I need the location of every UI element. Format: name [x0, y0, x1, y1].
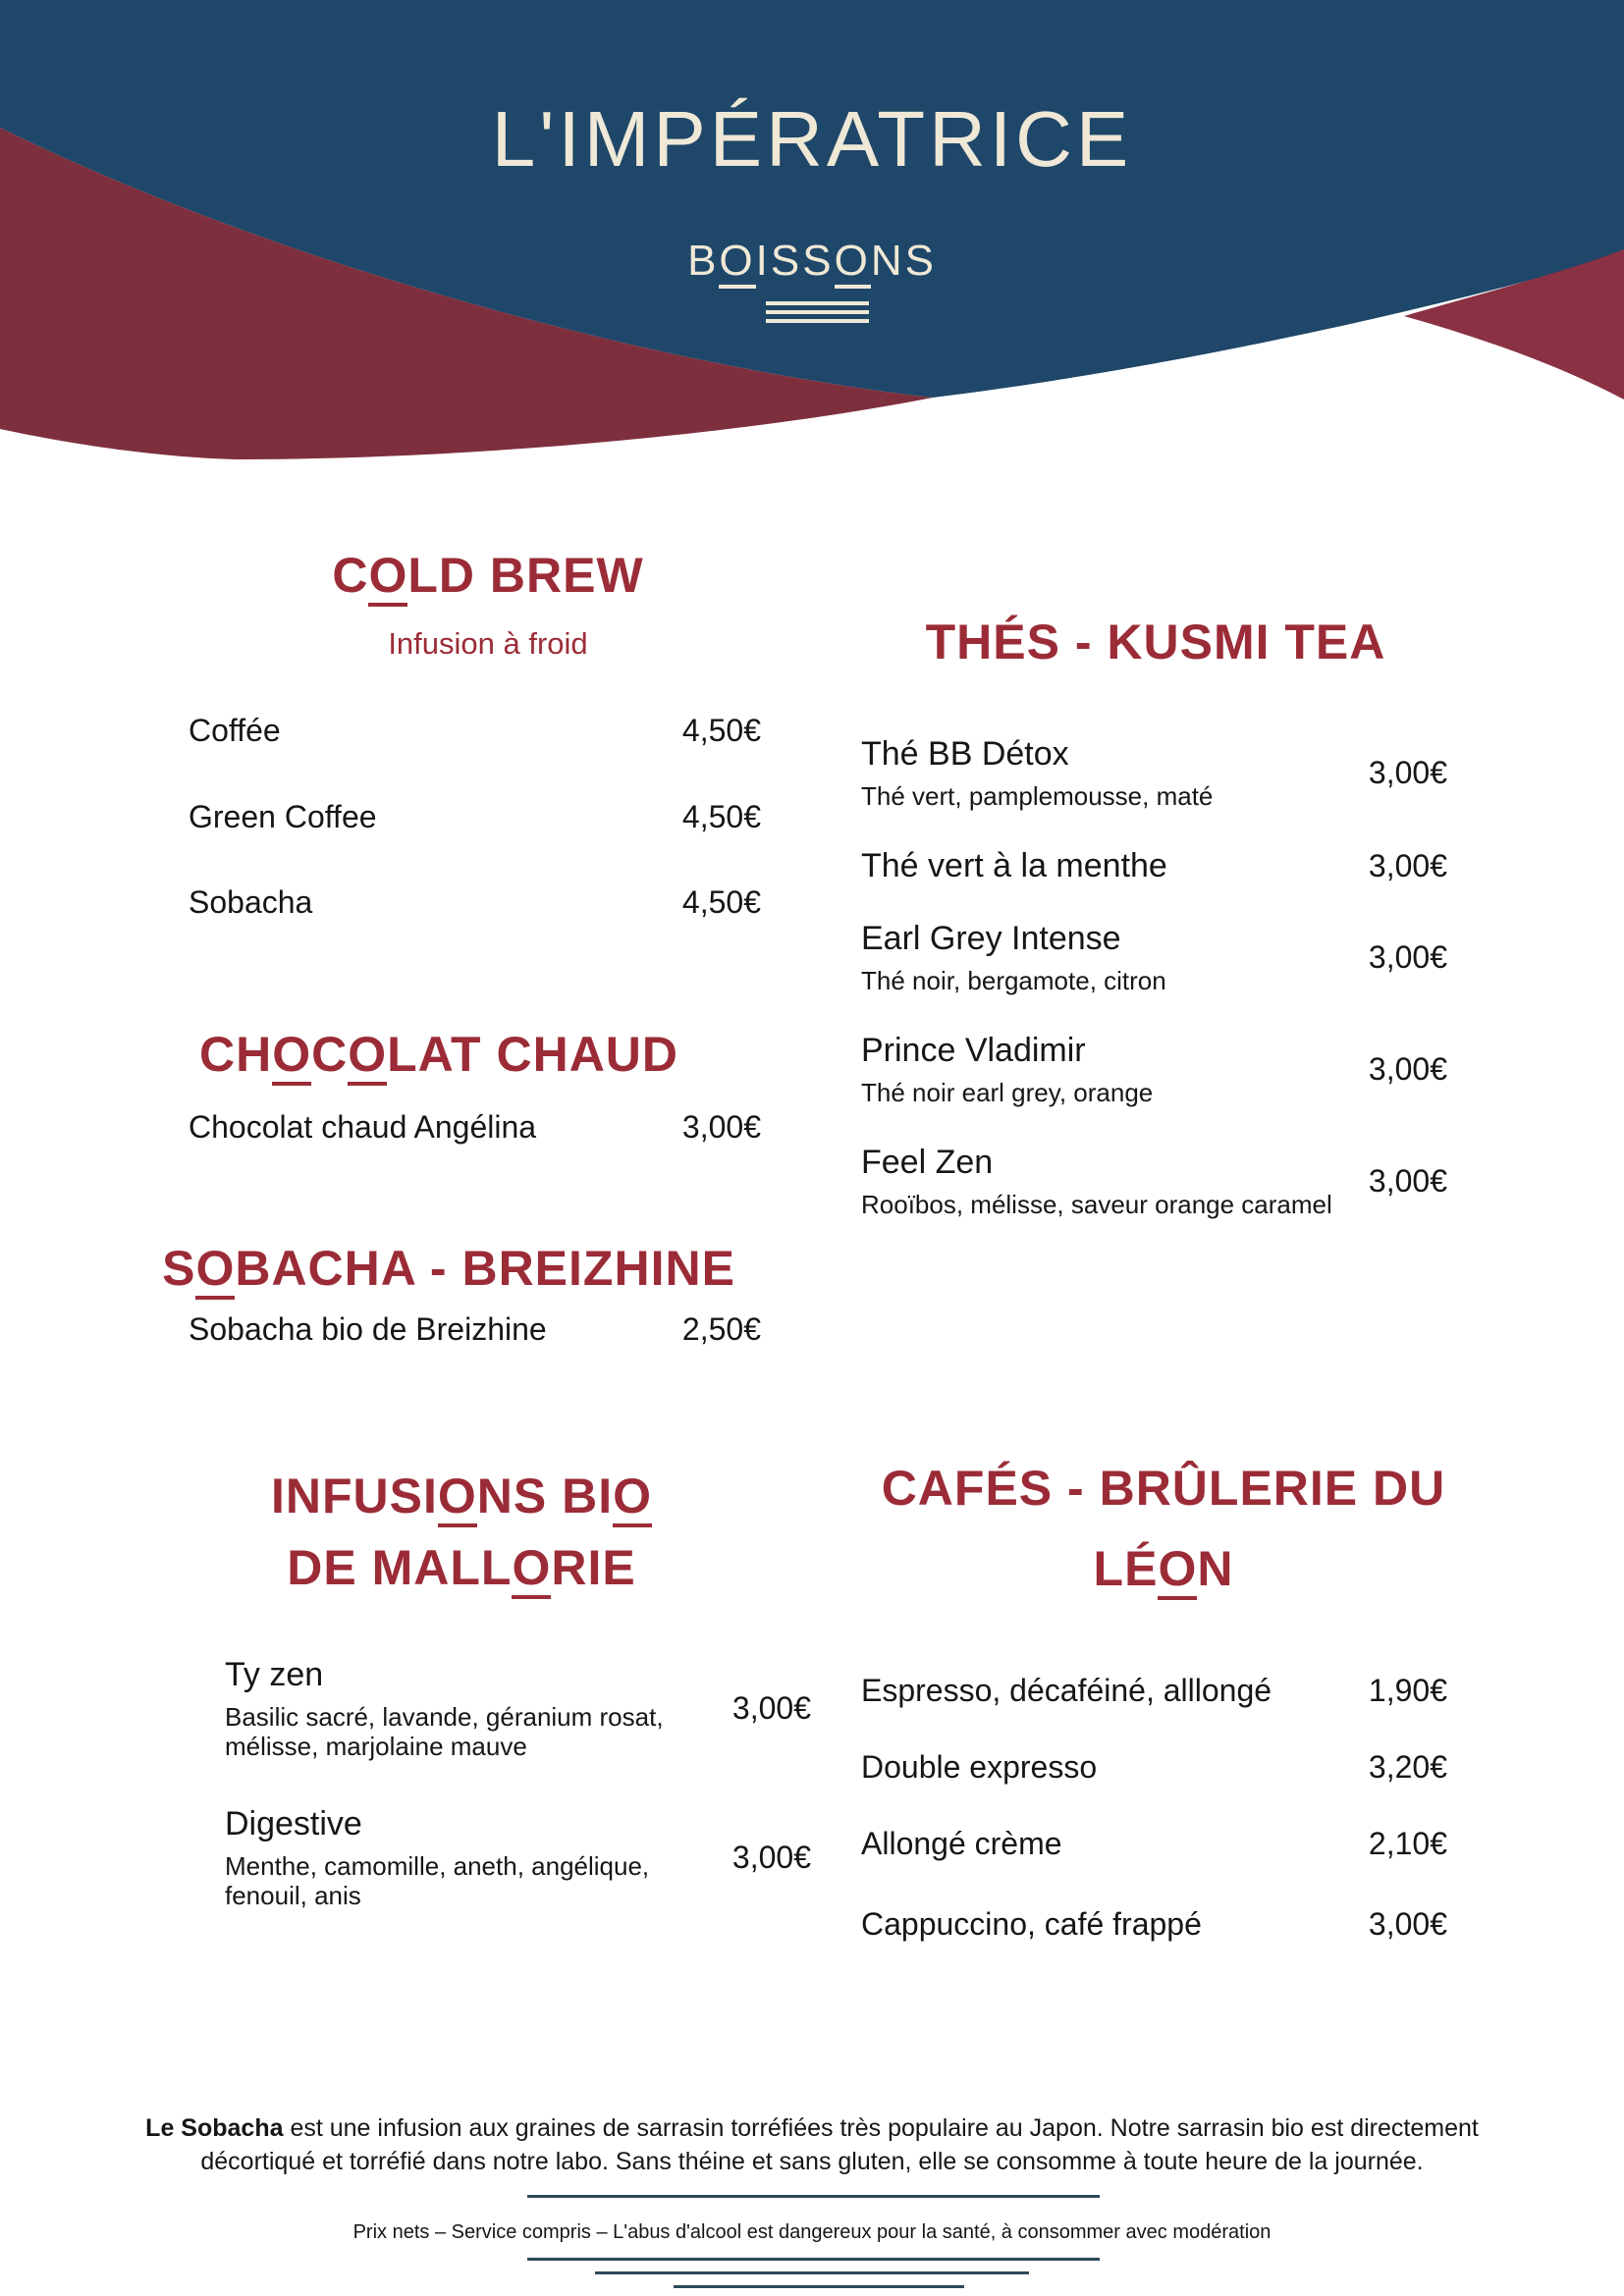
section-subheading-cold-brew: Infusion à froid [388, 626, 588, 661]
menu-item-cappuccino [861, 1904, 1447, 1944]
item-price: 3,00€ [731, 1690, 811, 1727]
item-text [861, 1031, 1153, 1107]
item-description: Rooïbos, mélisse, saveur orange caramel [861, 1189, 1332, 1219]
menu-item-coffee [189, 711, 761, 750]
item-price: 4,50€ [681, 884, 761, 920]
section-heading-sobacha-breizhine: SOBACHA - BREIZHINE [149, 1243, 748, 1295]
item-price: 3,20€ [1368, 1749, 1447, 1785]
item-text [861, 919, 1166, 995]
item-name: Chocolat chaud Angélina [189, 1109, 537, 1145]
triple-line-ornament [766, 301, 869, 328]
section-heading-cafes-line1: CAFÉS - BRÛLERIE DU [881, 1461, 1446, 1516]
item-name: Thé BB Détox [861, 735, 1069, 773]
item-name: Espresso, décaféiné, alllongé [861, 1673, 1272, 1708]
menu-item-feel-zen [861, 1143, 1447, 1219]
item-description: Thé noir earl grey, orange [861, 1077, 1154, 1107]
item-text [861, 734, 1213, 811]
item-text [225, 1804, 686, 1911]
item-name: Sobacha [189, 884, 313, 920]
menu-item-chocolat-angelina [189, 1107, 761, 1147]
item-name: Sobacha bio de Breizhine [189, 1311, 547, 1347]
item-name: Thé vert à la menthe [861, 847, 1167, 884]
page-subtitle: BOISSONS [0, 238, 1624, 285]
menu-item-allonge-creme [861, 1824, 1447, 1863]
item-price: 3,00€ [1368, 1162, 1447, 1199]
menu-item-sobacha [189, 882, 761, 922]
item-text [861, 846, 1167, 886]
item-description: Menthe, camomille, aneth, angélique, fenouil, anis [225, 1850, 650, 1911]
sobacha-note [90, 2111, 1534, 2178]
item-description: Thé noir, bergamote, citron [861, 965, 1166, 995]
menu-item-green-coffee [189, 797, 761, 836]
item-name: Earl Grey Intense [861, 920, 1121, 957]
footer-divider-line-1 [527, 2195, 1100, 2198]
item-price: 3,00€ [1368, 938, 1447, 975]
item-name: Green Coffee [189, 799, 377, 834]
item-description: Basilic sacré, lavande, géranium rosat, mélisse, marjolaine mauve [225, 1701, 664, 1762]
sobacha-note-rest: est une infusion aux graines de sarrasin torréfiées très populaire au Japon. Notre sarrasin bio est directement décortiqué et torréfié dans notre labo. Sans théine et sans gluten, elle se consomme à toute heure de la journée. [200, 2114, 1479, 2175]
item-price: 1,90€ [1368, 1673, 1447, 1708]
sobacha-note-bold: Le Sobacha [145, 2114, 284, 2142]
item-price: 3,00€ [1368, 847, 1447, 883]
menu-item-sobacha-bio [189, 1309, 761, 1349]
item-price: 3,00€ [731, 1840, 811, 1876]
item-price: 3,00€ [1368, 1050, 1447, 1087]
section-heading-infusions-line2: DE MALLORIE [167, 1542, 756, 1594]
footer-divider-line-4 [674, 2285, 964, 2288]
item-name: Digestive [225, 1805, 362, 1842]
section-heading-thes: THÉS - KUSMI TEA [925, 614, 1386, 669]
item-name: Coffée [189, 713, 281, 748]
item-price: 3,00€ [1368, 1906, 1447, 1942]
section-heading-cold-brew: COLD BREW [193, 550, 783, 602]
footer-divider-line-2 [527, 2258, 1100, 2261]
item-name: Allongé crème [861, 1826, 1062, 1861]
item-text [225, 1655, 686, 1762]
section-heading-cafes-line2: LÉON [869, 1543, 1458, 1595]
menu-item-digestive [225, 1804, 811, 1911]
menu-item-ty-zen [225, 1655, 811, 1762]
item-name: Cappuccino, café frappé [861, 1906, 1202, 1942]
item-text [861, 1143, 1332, 1219]
item-name: Feel Zen [861, 1144, 994, 1181]
item-price: 2,50€ [681, 1311, 761, 1347]
menu-item-espresso [861, 1671, 1447, 1710]
item-price: 3,00€ [681, 1109, 761, 1145]
item-name: Prince Vladimir [861, 1032, 1086, 1069]
page-title: L'IMPÉRATRICE [491, 95, 1133, 183]
menu-item-prince-vladimir [861, 1031, 1447, 1107]
menu-item-the-vert-menthe [861, 846, 1447, 886]
item-price: 2,10€ [1368, 1826, 1447, 1861]
item-name: Double expresso [861, 1749, 1098, 1785]
item-price: 3,00€ [1368, 754, 1447, 790]
item-description: Thé vert, pamplemousse, maté [861, 780, 1214, 811]
section-heading-infusions-line1: INFUSIONS BIO [167, 1470, 756, 1522]
item-price: 4,50€ [681, 799, 761, 834]
legal-notice: Prix nets – Service compris – L'abus d'alcool est dangereux pour la santé, à consommer avec modération [352, 2221, 1272, 2243]
item-name: Ty zen [225, 1656, 324, 1693]
menu-item-double-expresso [861, 1747, 1447, 1787]
menu-item-earl-grey [861, 919, 1447, 995]
footer-divider-line-3 [595, 2271, 1029, 2274]
item-price: 4,50€ [681, 713, 761, 748]
menu-item-the-bb-detox [861, 734, 1447, 811]
section-heading-chocolat-chaud: CHOCOLAT CHAUD [144, 1029, 733, 1081]
